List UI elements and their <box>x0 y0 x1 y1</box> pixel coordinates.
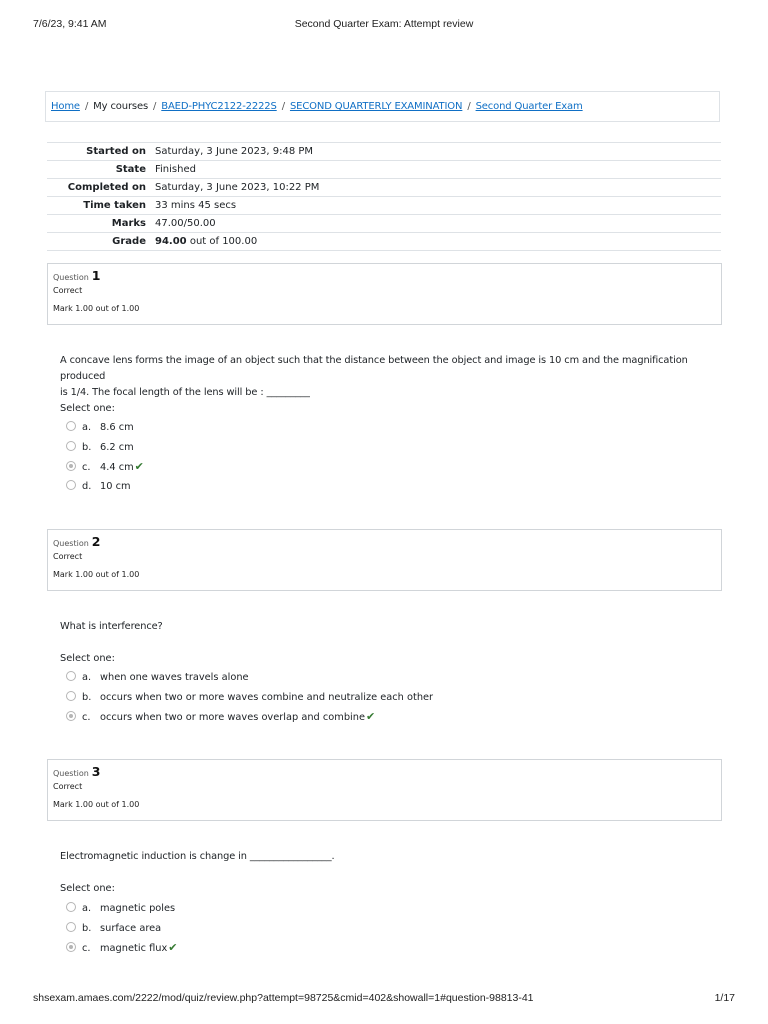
breadcrumb-separator: / <box>153 101 157 112</box>
answer-option[interactable]: b. surface area <box>66 919 177 939</box>
answer-option[interactable]: b. occurs when two or more waves combine and neutralize each other <box>66 688 433 708</box>
radio-button[interactable] <box>66 671 76 681</box>
breadcrumb <box>45 91 720 122</box>
question-state: Correct <box>53 552 83 561</box>
summary-value: Saturday, 3 June 2023, 9:48 PM <box>151 143 721 161</box>
correct-check-icon: ✔ <box>168 941 178 954</box>
summary-row-started-on <box>47 143 721 161</box>
print-page-count: 1/17 <box>714 992 735 1004</box>
breadcrumb-quiz-link[interactable]: Second Quarter Exam <box>475 101 583 112</box>
print-footer <box>33 992 735 1006</box>
answer-option[interactable]: a. magnetic poles <box>66 899 177 919</box>
question-number: Question 2 <box>53 534 101 549</box>
summary-row-marks <box>47 215 721 233</box>
question-1-text: A concave lens forms the image of an object such that the distance between the object and image is 10 cm and the magnification produced is 1/4. The focal length of the lens will be : _________ <box>60 355 688 398</box>
summary-value: 47.00/50.00 <box>151 215 721 233</box>
summary-label: Completed on <box>47 179 151 197</box>
grade-score: 94.00 <box>155 236 187 247</box>
question-2-text: What is interference? <box>60 621 163 632</box>
question-number: Question 1 <box>53 268 101 283</box>
question-grade: Mark 1.00 out of 1.00 <box>53 570 140 579</box>
summary-row-grade <box>47 233 721 251</box>
breadcrumb-my-courses: My courses <box>93 101 149 112</box>
radio-button[interactable] <box>66 480 76 490</box>
question-3-info <box>47 759 722 821</box>
breadcrumb-separator: / <box>281 101 285 112</box>
question-grade: Mark 1.00 out of 1.00 <box>53 800 140 809</box>
question-2-answers <box>66 668 433 727</box>
summary-row-state <box>47 161 721 179</box>
question-3-prompt: Select one: <box>60 883 115 894</box>
question-2-info <box>47 529 722 591</box>
question-3-answers <box>66 899 177 958</box>
answer-option-selected[interactable]: c. occurs when two or more waves overlap and combine✔ <box>66 707 433 727</box>
summary-value: 33 mins 45 secs <box>151 197 721 215</box>
summary-row-time-taken <box>47 197 721 215</box>
question-2-prompt: Select one: <box>60 653 115 664</box>
print-header <box>33 18 735 32</box>
radio-button-selected[interactable] <box>66 942 76 952</box>
radio-button[interactable] <box>66 902 76 912</box>
radio-button-selected[interactable] <box>66 711 76 721</box>
answer-option[interactable]: a. when one waves travels alone <box>66 668 433 688</box>
radio-button-selected[interactable] <box>66 461 76 471</box>
attempt-summary-table <box>47 142 721 251</box>
print-page-title: Second Quarter Exam: Attempt review <box>294 18 474 30</box>
summary-label: Grade <box>47 233 151 251</box>
summary-value: Saturday, 3 June 2023, 10:22 PM <box>151 179 721 197</box>
summary-value: Finished <box>151 161 721 179</box>
summary-label: Time taken <box>47 197 151 215</box>
answer-option[interactable]: a. 8.6 cm <box>66 418 144 438</box>
radio-button[interactable] <box>66 922 76 932</box>
summary-value <box>151 233 721 251</box>
radio-button[interactable] <box>66 691 76 701</box>
breadcrumb-separator: / <box>467 101 471 112</box>
radio-button[interactable] <box>66 441 76 451</box>
summary-label: Started on <box>47 143 151 161</box>
question-1-answers <box>66 418 144 496</box>
breadcrumb-course-link[interactable]: BAED-PHYC2122-2222S <box>161 101 277 112</box>
answer-option-selected[interactable]: c. 4.4 cm✔ <box>66 457 144 477</box>
print-date: 7/6/23, 9:41 AM <box>33 18 107 30</box>
question-state: Correct <box>53 782 83 791</box>
question-1-prompt: Select one: <box>60 403 115 414</box>
breadcrumb-home-link[interactable]: Home <box>51 101 80 112</box>
correct-check-icon: ✔ <box>134 460 144 473</box>
radio-button[interactable] <box>66 421 76 431</box>
answer-option[interactable]: d. 10 cm <box>66 477 144 497</box>
question-grade: Mark 1.00 out of 1.00 <box>53 304 140 313</box>
answer-option[interactable]: b. 6.2 cm <box>66 438 144 458</box>
breadcrumb-section-link[interactable]: SECOND QUARTERLY EXAMINATION <box>289 101 463 112</box>
breadcrumb-separator: / <box>84 101 89 112</box>
print-url: shsexam.amaes.com/2222/mod/quiz/review.php?attempt=98725&cmid=402&showall=1#question-98813-41 <box>33 992 534 1004</box>
question-number: Question 3 <box>53 764 101 779</box>
summary-label: State <box>47 161 151 179</box>
question-state: Correct <box>53 286 83 295</box>
summary-label: Marks <box>47 215 151 233</box>
question-1-info <box>47 263 722 325</box>
question-3-text: Electromagnetic induction is change in _________________. <box>60 851 335 862</box>
summary-row-completed-on <box>47 179 721 197</box>
grade-out-of: out of 100.00 <box>186 236 258 247</box>
correct-check-icon: ✔ <box>366 710 376 723</box>
answer-option-selected[interactable]: c. magnetic flux✔ <box>66 938 177 958</box>
